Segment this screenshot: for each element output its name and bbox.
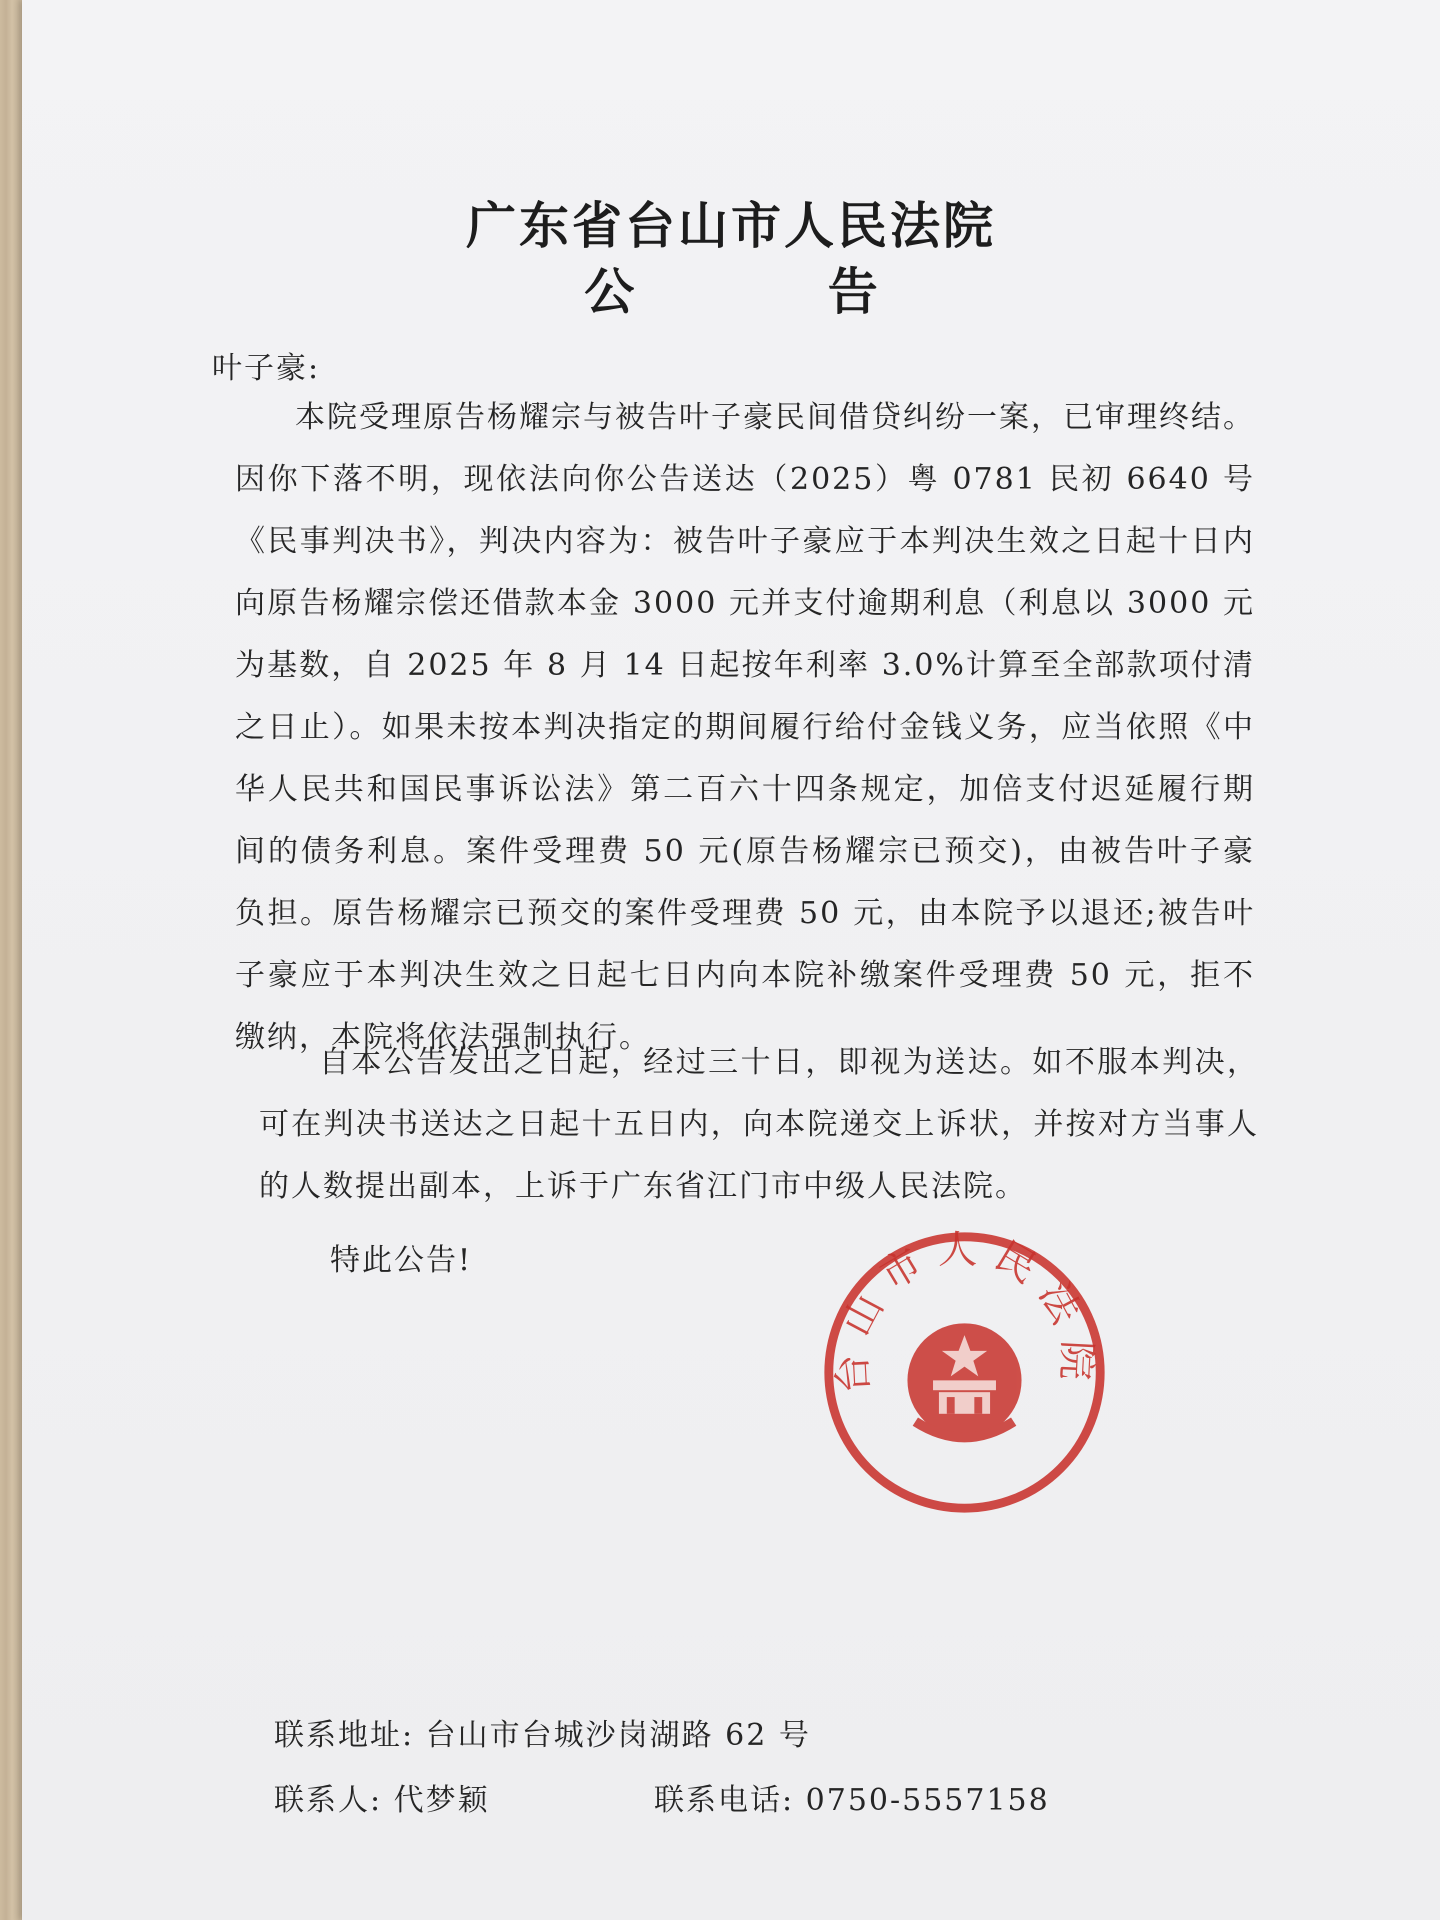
contact-phone: 联系电话: 0750-5557158: [654, 1783, 1050, 1818]
service-paragraph: 自本公告发出之日起，经过三十日，即视为送达。如不服本判决，可在判决书送达之日起十五日内，向本院递交上诉状，并按对方当事人的人数提出副本，上诉于广东省江门市中级人民法院。: [259, 1045, 1259, 1204]
notice-title: 公 告: [584, 263, 966, 321]
judgment-paragraph: 本院受理原告杨耀宗与被告叶子豪民间借贷纠纷一案，已审理终结。因你下落不明，现依法向你公告送达（2025）粤 0781 民初 6640 号《民事判决书》，判决内容为：被告叶子豪应于本判决生效之日起十日内向原告杨耀宗偿还借款本金 3000 元并支付逾期利息（利息以 3000 元为基数，自 2025 年 8 月 14 日起按年利率 3.0%计算至全部款项付清之日止）。如果未按本判决指定的期间履行给付金钱义务，应当依照《中华人民共和国民事诉讼法》第二百六十四条规定，加倍支付迟延履行期间的债务利息。案件受理费 50 元(原告杨耀宗已预交)，由被告叶子豪负担。原告杨耀宗已预交的案件受理费 50 元，由本院予以退还;被告叶子豪应于本判决生效之日起七日内向本院补缴案件受理费 50 元，拒不缴纳，本院将依法强制执行。: [235, 400, 1255, 1055]
contact-person: 联系人: 代梦颖: [274, 1783, 490, 1818]
notice-paper: [22, 0, 1440, 1920]
addressee: 叶子豪:: [212, 351, 321, 386]
national-emblem-icon: [907, 1323, 1021, 1437]
closing-phrase: 特此公告!: [330, 1243, 473, 1278]
svg-text:台山市人民法院: 台山市人民法院: [828, 1227, 1101, 1395]
contact-address: 联系地址: 台山市台城沙岗湖路 62 号: [274, 1718, 811, 1753]
court-name: 广东省台山市人民法院: [466, 197, 996, 255]
court-seal-icon: [817, 1225, 1112, 1520]
